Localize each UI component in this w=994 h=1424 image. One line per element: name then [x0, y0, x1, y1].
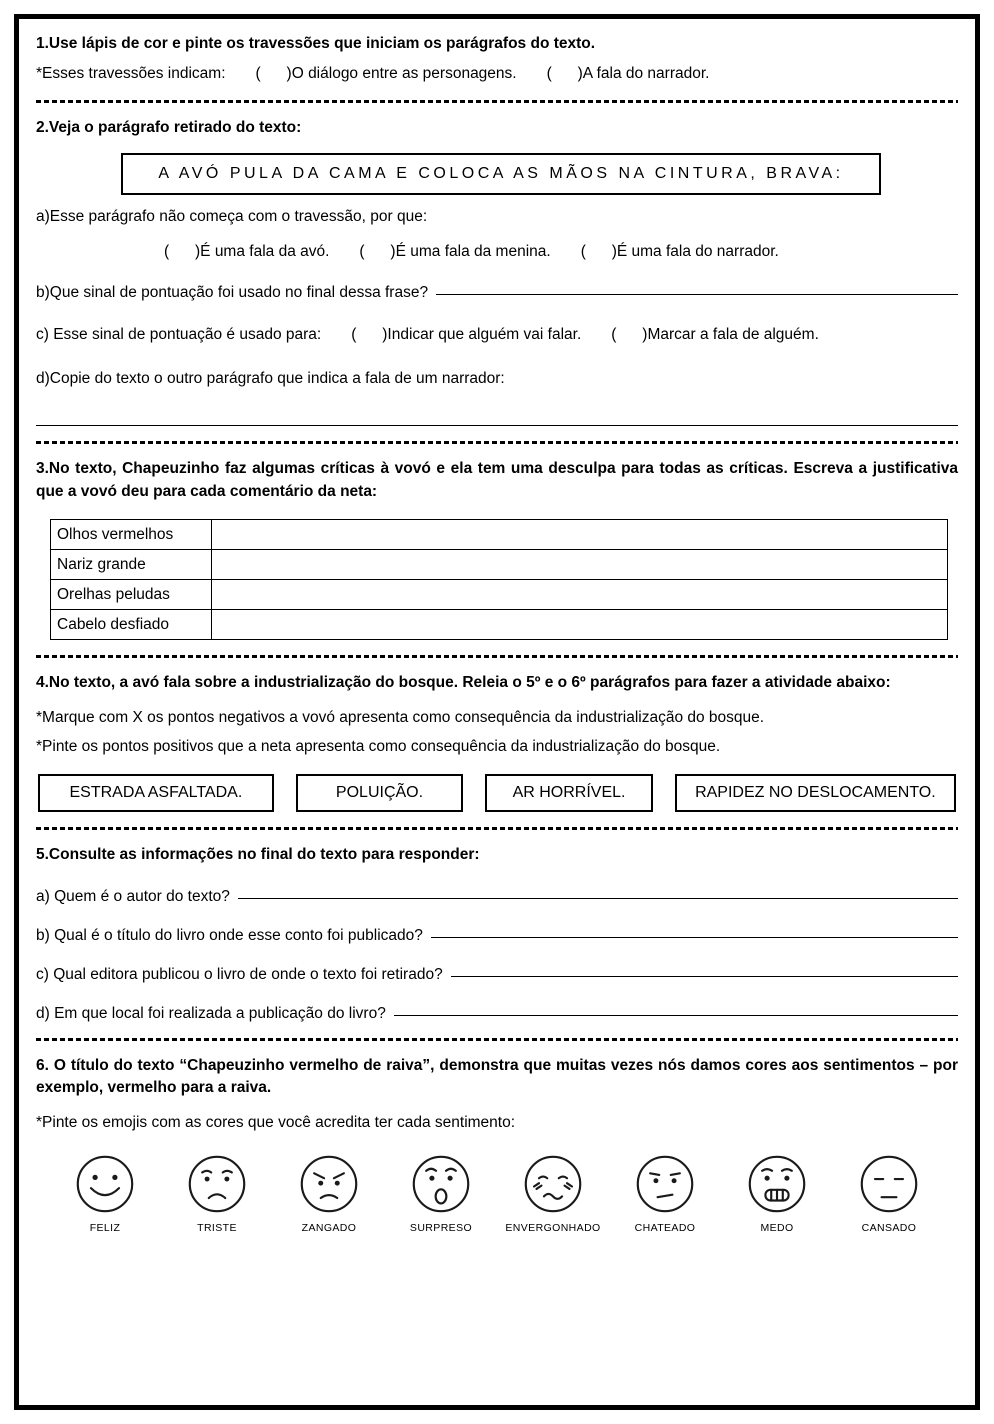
answer-cell[interactable]: [212, 520, 948, 550]
dashed-separator: [36, 1038, 958, 1041]
q2a-option-label: É uma fala do narrador.: [616, 243, 779, 261]
option-box-ar-horrivel[interactable]: AR HORRÍVEL.: [485, 774, 653, 812]
emoji-cansado[interactable]: [846, 1151, 932, 1234]
q3-justification-table: [50, 519, 948, 640]
q6-title: 6. O título do texto “Chapeuzinho vermelho de raiva”, demonstra que muitas vezes nós damos cores aos sentimentos – por exemplo, vermelho para a raiva.: [36, 1056, 958, 1097]
emoji-medo[interactable]: [734, 1151, 820, 1234]
q3-title: 3.No texto, Chapeuzinho faz algumas críticas à vovó e ela tem uma desculpa para todas as críticas. Escreva a justificativa que a vovó deu para cada comentário da neta:: [36, 460, 958, 500]
sad-face-icon: [184, 1151, 250, 1217]
q2c-option-label: Marcar a fala de alguém.: [647, 326, 819, 343]
q1-option-label: A fala do narrador.: [582, 65, 710, 83]
dashed-separator: [36, 827, 958, 830]
row-label: Olhos vermelhos: [51, 520, 212, 550]
emoji-feliz[interactable]: [62, 1151, 148, 1234]
answer-line[interactable]: [238, 898, 958, 899]
q5-title: 5.Consulte as informações no final do texto para responder:: [36, 846, 480, 864]
dashed-separator: [36, 100, 958, 103]
worksheet-page: [14, 14, 980, 1410]
emoji-label: CHATEADO: [634, 1222, 696, 1235]
dashed-separator: [36, 441, 958, 444]
q2a-option-label: É uma fala da avó.: [200, 243, 330, 261]
q2c-row: [36, 324, 958, 346]
angry-face-icon: [296, 1151, 362, 1217]
q4-options-row: [38, 774, 956, 812]
q2b-label: b)Que sinal de pontuação foi usado no final dessa frase?: [36, 284, 429, 301]
q5-item-label: a) Quem é o autor do texto?: [36, 887, 230, 905]
q4-instruction-negatives: *Marque com X os pontos negativos a vovó apresenta como consequência da industrialização do bosque.: [36, 708, 765, 726]
q2d-answer-line[interactable]: [36, 405, 958, 426]
q6-subtitle: *Pinte os emojis com as cores que você acredita ter cada sentimento:: [36, 1113, 516, 1131]
row-label: Cabelo desfiado: [51, 610, 212, 640]
row-label: Nariz grande: [51, 550, 212, 580]
embarrassed-face-icon: [520, 1151, 586, 1217]
checkbox[interactable]: ( ): [255, 65, 292, 83]
q5-item: [36, 1005, 958, 1023]
answer-cell[interactable]: [212, 580, 948, 610]
emoji-label: TRISTE: [197, 1222, 237, 1235]
checkbox[interactable]: ( ): [611, 326, 648, 343]
q1-option-label: O diálogo entre as personagens.: [291, 65, 517, 83]
answer-line[interactable]: [431, 937, 958, 938]
emoji-label: CANSADO: [861, 1222, 917, 1235]
q2c-label: c) Esse sinal de pontuação é usado para:: [36, 326, 322, 343]
q5-item-label: d) Em que local foi realizada a publicação do livro?: [36, 1004, 386, 1022]
checkbox[interactable]: ( ): [164, 243, 201, 261]
dashed-separator: [36, 655, 958, 658]
option-box-estrada-asfaltada[interactable]: ESTRADA ASFALTADA.: [38, 774, 274, 812]
q2b-row: [36, 284, 958, 302]
emoji-surpreso[interactable]: [398, 1151, 484, 1234]
q2-title: 2.Veja o parágrafo retirado do texto:: [36, 119, 302, 137]
option-box-poluicao[interactable]: POLUIÇÃO.: [296, 774, 464, 812]
tired-face-icon: [856, 1151, 922, 1217]
answer-line[interactable]: [451, 976, 958, 977]
checkbox[interactable]: ( ): [351, 326, 388, 343]
emoji-label: ZANGADO: [301, 1222, 357, 1235]
table-row: [51, 610, 948, 640]
emoji-label: MEDO: [760, 1222, 794, 1235]
q2a-label: a)Esse parágrafo não começa com o travessão, por que:: [36, 207, 428, 225]
answer-cell[interactable]: [212, 610, 948, 640]
answer-cell[interactable]: [212, 550, 948, 580]
row-label: Orelhas peludas: [51, 580, 212, 610]
emoji-label: ENVERGONHADO: [505, 1222, 601, 1235]
emoji-zangado[interactable]: [286, 1151, 372, 1234]
emoji-triste[interactable]: [174, 1151, 260, 1234]
q2-quote-box: A AVÓ PULA DA CAMA E COLOCA AS MÃOS NA CINTURA, BRAVA:: [121, 153, 881, 195]
emoji-chateado[interactable]: [622, 1151, 708, 1234]
q5-item: [36, 966, 958, 984]
q1-title: 1.Use lápis de cor e pinte os travessões que iniciam os parágrafos do texto.: [36, 35, 596, 52]
emoji-label: FELIZ: [89, 1222, 121, 1235]
checkbox[interactable]: ( ): [359, 243, 396, 261]
table-row: [51, 580, 948, 610]
scared-face-icon: [744, 1151, 810, 1217]
q5-item-label: b) Qual é o título do livro onde esse conto foi publicado?: [36, 926, 423, 944]
table-row: [51, 520, 948, 550]
annoyed-face-icon: [632, 1151, 698, 1217]
q2a-option-label: É uma fala da menina.: [395, 243, 551, 261]
q4-instruction-positives: *Pinte os pontos positivos que a neta apresenta como consequência da industrialização do bosque.: [36, 738, 721, 756]
emoji-envergonhado[interactable]: [505, 1151, 601, 1235]
q5-item: [36, 927, 958, 945]
checkbox[interactable]: ( ): [546, 65, 583, 83]
q5-item: [36, 888, 958, 906]
happy-face-icon: [72, 1151, 138, 1217]
q2d-label: d)Copie do texto o outro parágrafo que indica a fala de um narrador:: [36, 369, 505, 387]
surprised-face-icon: [408, 1151, 474, 1217]
q2b-answer-line[interactable]: [436, 294, 958, 295]
table-row: [51, 550, 948, 580]
q2c-option-label: Indicar que alguém vai falar.: [387, 326, 582, 343]
q1-options-row: [36, 63, 958, 85]
checkbox[interactable]: ( ): [580, 243, 617, 261]
q6-emoji-row: [62, 1151, 932, 1234]
q5-item-label: c) Qual editora publicou o livro de onde o texto foi retirado?: [36, 965, 443, 983]
q1-lead: *Esses travessões indicam:: [36, 65, 226, 83]
answer-line[interactable]: [394, 1015, 958, 1016]
emoji-label: SURPRESO: [409, 1222, 473, 1235]
option-box-rapidez-deslocamento[interactable]: RAPIDEZ NO DESLOCAMENTO.: [675, 774, 956, 812]
q2a-options-row: [164, 241, 958, 263]
q4-title: 4.No texto, a avó fala sobre a industrialização do bosque. Releia o 5º e o 6º parágrafos para fazer a atividade abaixo:: [36, 674, 891, 692]
